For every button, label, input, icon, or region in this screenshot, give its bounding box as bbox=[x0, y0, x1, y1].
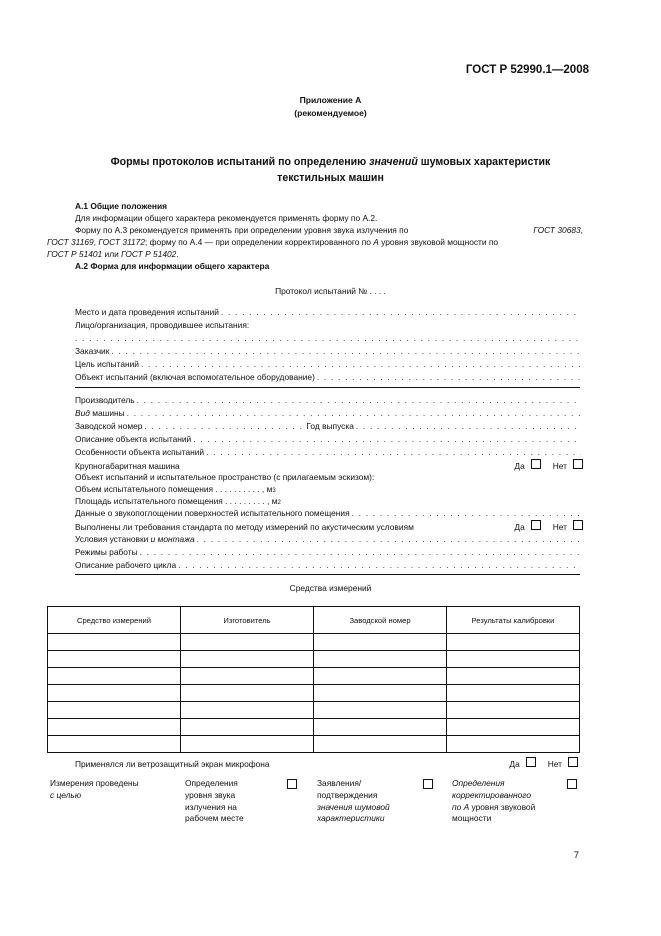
section-a1-heading: А.1 Общие положения bbox=[75, 201, 168, 211]
field-machine-type[interactable]: Вид машины . . . bbox=[75, 407, 583, 420]
field-purpose[interactable]: Цель испытаний . . . bbox=[75, 358, 583, 371]
instruments-header-row bbox=[48, 607, 580, 634]
section-a1-paragraph-2-line3: ГОСТ Р 51401 или ГОСТ Р 51402. bbox=[47, 249, 179, 259]
section-a2-heading: А.2 Форма для информации общего характера bbox=[75, 261, 270, 271]
field-cycle[interactable]: Описание рабочего цикла . . . bbox=[75, 559, 583, 572]
table-cell[interactable] bbox=[447, 668, 580, 685]
purpose-option-declaration: Заявления/ подтверждения значения шумовой характеристики bbox=[317, 778, 390, 824]
field-windscreen: Применялся ли ветрозащитный экран микрофона Да Нет bbox=[75, 757, 578, 770]
table-cell[interactable] bbox=[181, 685, 314, 702]
table-cell[interactable] bbox=[447, 685, 580, 702]
table-cell[interactable] bbox=[314, 736, 447, 753]
windscreen-yes-checkbox[interactable] bbox=[526, 757, 536, 767]
field-room-area[interactable]: Площадь испытательного помещения . . . . . . . . . , м $_2$ bbox=[75, 496, 281, 506]
field-requirements: Выполнены ли требования стандарта по методу измерений по акустическим условиям Да Нет bbox=[75, 520, 583, 533]
field-object[interactable]: Объект испытаний (включая вспомогательное оборудование) . . . bbox=[75, 371, 583, 384]
table-cell[interactable] bbox=[181, 668, 314, 685]
table-cell[interactable] bbox=[48, 719, 181, 736]
table-cell[interactable] bbox=[48, 668, 181, 685]
table-row bbox=[48, 634, 580, 651]
windscreen-no-checkbox[interactable] bbox=[568, 757, 578, 767]
table-cell[interactable] bbox=[314, 702, 447, 719]
field-customer[interactable]: Заказчик . . . bbox=[75, 345, 583, 358]
page-number: 7 bbox=[573, 850, 579, 861]
field-description[interactable]: Описание объекта испытаний . . . bbox=[75, 433, 583, 446]
table-cell[interactable] bbox=[314, 685, 447, 702]
section-a1-paragraph-2-line1: Форму по А.3 рекомендуется применять при определении уровня звука излучения по ГОСТ 30683, bbox=[75, 225, 583, 235]
table-cell[interactable] bbox=[48, 634, 181, 651]
large-machine-no-checkbox[interactable] bbox=[573, 459, 583, 469]
instruments-title: Средства измерений bbox=[289, 583, 372, 593]
table-cell[interactable] bbox=[314, 634, 447, 651]
table-row bbox=[48, 736, 580, 753]
column-header: Средство измерений bbox=[48, 607, 181, 634]
field-manufacturer[interactable]: Производитель . . . bbox=[75, 394, 583, 407]
table-cell[interactable] bbox=[48, 736, 181, 753]
divider-1 bbox=[75, 387, 580, 388]
table-row bbox=[48, 702, 580, 719]
requirements-yes-checkbox[interactable] bbox=[531, 520, 541, 530]
table-row bbox=[48, 668, 580, 685]
table-cell[interactable] bbox=[181, 719, 314, 736]
column-header: Изготовитель bbox=[181, 607, 314, 634]
field-place-date[interactable]: Место и дата проведения испытаний . . . bbox=[75, 306, 583, 319]
table-cell[interactable] bbox=[181, 736, 314, 753]
section-a1-paragraph-1: Для информации общего характера рекомендуется применять форму по А.2. bbox=[75, 213, 378, 223]
table-cell[interactable] bbox=[447, 719, 580, 736]
field-person-fill[interactable] bbox=[75, 332, 583, 345]
table-cell[interactable] bbox=[447, 702, 580, 719]
table-cell[interactable] bbox=[48, 651, 181, 668]
field-modes[interactable]: Режимы работы . . . bbox=[75, 546, 583, 559]
instruments-table bbox=[47, 606, 580, 753]
field-person[interactable]: Лицо/организация, проводившее испытания: bbox=[75, 320, 250, 330]
table-row bbox=[48, 651, 580, 668]
purpose-option-sound-power-last: мощности bbox=[452, 813, 492, 824]
main-title: Формы протоколов испытаний по определению значений шумовых характеристик bbox=[110, 156, 551, 168]
purpose-option-workplace: Определения уровня звука излучения на рабочем месте bbox=[185, 778, 244, 824]
table-cell[interactable] bbox=[314, 719, 447, 736]
table-cell[interactable] bbox=[48, 685, 181, 702]
standard-number: ГОСТ Р 52990.1—2008 bbox=[465, 64, 589, 76]
table-cell[interactable] bbox=[48, 702, 181, 719]
purpose-label: Измерения проведены с целью bbox=[50, 778, 139, 800]
table-cell[interactable] bbox=[181, 634, 314, 651]
table-cell[interactable] bbox=[447, 634, 580, 651]
field-absorption[interactable]: Данные о звукопоглощении поверхностей испытательного помещения . . . bbox=[75, 507, 583, 520]
main-title-line2: текстильных машин bbox=[277, 172, 384, 184]
column-header: Заводской номер bbox=[314, 607, 447, 634]
field-large-machine: Крупногабаритная машина Да Нет bbox=[75, 459, 583, 472]
column-header: Результаты калибровки bbox=[447, 607, 580, 634]
table-cell[interactable] bbox=[447, 651, 580, 668]
field-room-volume[interactable]: Объем испытательного помещения . . . . . . . . . . , м $_3$ bbox=[75, 484, 276, 494]
purpose-sound-power-checkbox[interactable] bbox=[567, 779, 577, 789]
purpose-option-sound-power: Определения корректированного по А уровня звуковой bbox=[452, 778, 536, 812]
table-row bbox=[48, 719, 580, 736]
protocol-title: Протокол испытаний № . . . . bbox=[275, 286, 386, 296]
purpose-workplace-checkbox[interactable] bbox=[287, 779, 297, 789]
table-cell[interactable] bbox=[181, 702, 314, 719]
divider-2 bbox=[75, 574, 580, 575]
table-cell[interactable] bbox=[447, 736, 580, 753]
table-cell[interactable] bbox=[314, 651, 447, 668]
field-test-space: Объект испытаний и испытательное пространство (с прилагаемым эскизом): bbox=[75, 472, 375, 482]
appendix-subtitle: (рекомендуемое) bbox=[294, 108, 367, 118]
requirements-no-checkbox[interactable] bbox=[573, 520, 583, 530]
appendix-title: Приложение А bbox=[299, 95, 362, 105]
field-installation[interactable]: Условия установки и монтажа . . . bbox=[75, 533, 583, 546]
table-row bbox=[48, 685, 580, 702]
large-machine-yes-checkbox[interactable] bbox=[531, 459, 541, 469]
field-features[interactable]: Особенности объекта испытаний . . . bbox=[75, 446, 583, 459]
table-cell[interactable] bbox=[314, 668, 447, 685]
field-serial-year[interactable]: Заводской номер . . . Год выпуска . . . bbox=[75, 420, 583, 433]
table-cell[interactable] bbox=[181, 651, 314, 668]
section-a1-paragraph-2-line2: ГОСТ 31169, ГОСТ 31172; форму по А.4 — при определении корректированного по А уровня звуковой мощности по bbox=[47, 237, 499, 247]
purpose-declaration-checkbox[interactable] bbox=[423, 779, 433, 789]
